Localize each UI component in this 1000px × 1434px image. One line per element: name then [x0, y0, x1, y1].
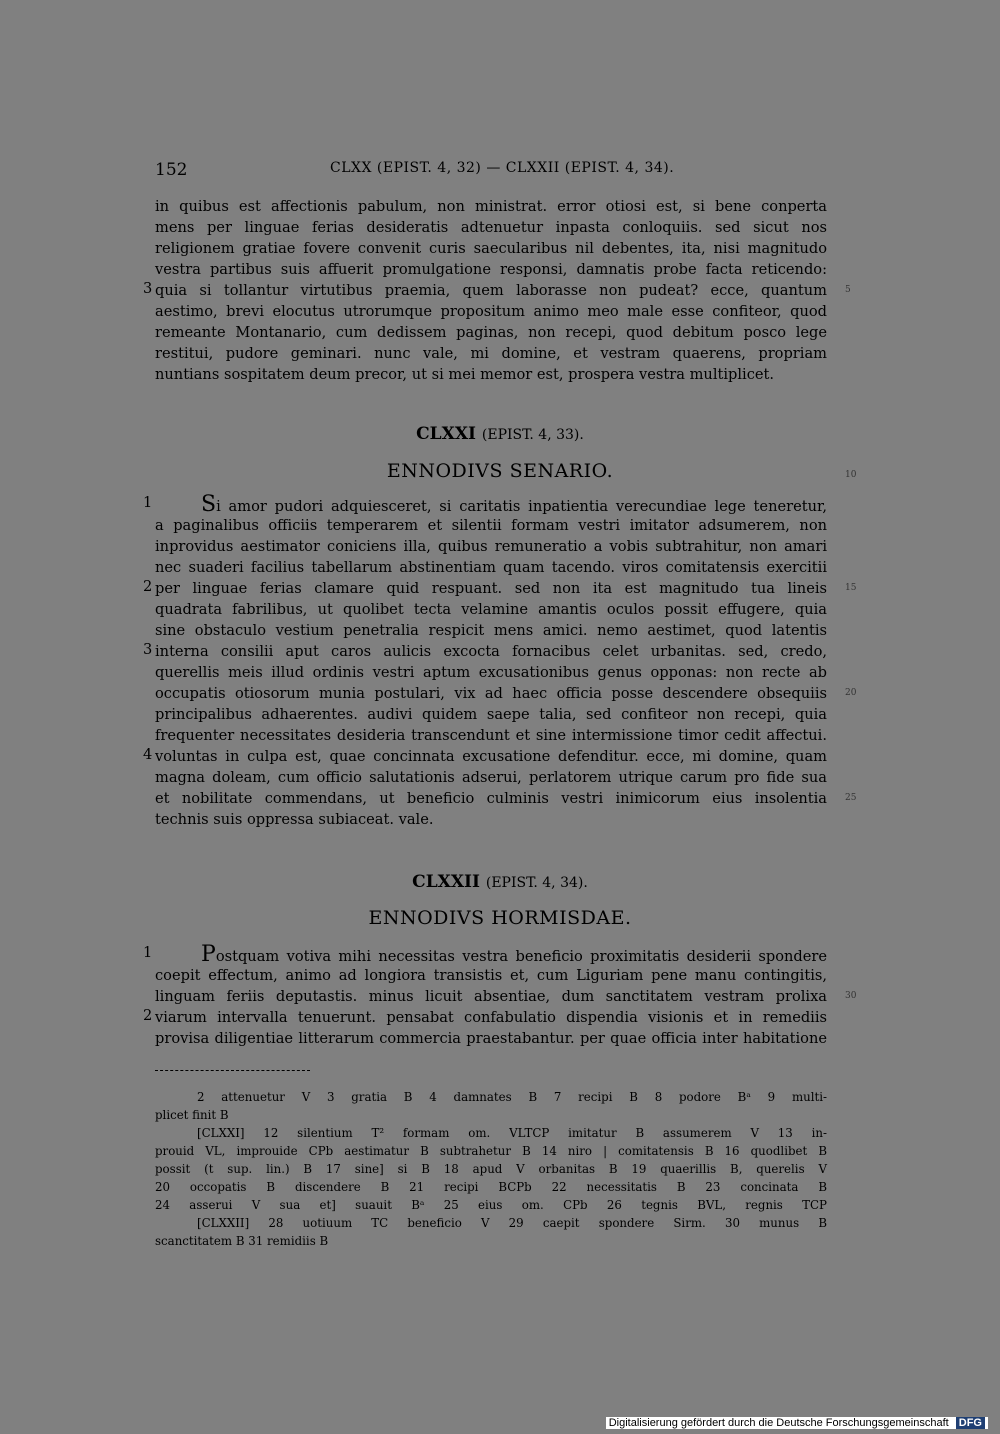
text-line: coepit effectum, animo ad longiora transistis et, cum Liguriam pene manu contingitis, — [155, 967, 827, 984]
text-line: vestra partibus suis affuerit promulgatione responsi, damnatis probe facta reticendo: — [155, 261, 827, 278]
text-line: in quibus est affectionis pabulum, non ministrat. error otiosi est, si bene conperta — [155, 198, 827, 215]
letter-heading — [0, 424, 1000, 444]
text-line: nec suaderi facilius tabellarum abstinentiam quam tacendo. viros comitatensis exercitii — [155, 559, 827, 576]
apparatus-line: scanctitatem B 31 remidiis B — [155, 1234, 329, 1248]
apparatus-line: possit (t sup. lin.) B 17 sine] si B 18 apud V orbanitas B 19 quaerillis B, querelis V — [155, 1162, 827, 1176]
text-line: a paginalibus officiis temperarem et silentii formam vestri imitator adsumerem, non — [155, 517, 827, 534]
text-block-171 — [155, 494, 827, 830]
text-line: remeante Montanario, cum dedissem paginas, non recepi, quod debitum posco lege — [155, 324, 827, 341]
critical-apparatus — [155, 1088, 827, 1250]
text-line: viarum intervalla tenuerunt. pensabat confabulatio dispendia visionis et in remediis — [155, 1009, 827, 1026]
line-number: 30 — [845, 991, 857, 1001]
letter-reference: (EPIST. 4, 34). — [485, 875, 588, 891]
text-line: restitui, pudore geminari. nunc vale, mi domine, et vestram quaerens, propriam — [155, 345, 827, 362]
text-line: technis suis oppressa subiaceat. vale. — [155, 811, 434, 828]
text-line: sine obstaculo vestium penetralia respicit mens amici. nemo aestimet, quod latentis — [155, 622, 827, 639]
text-line: voluntas in culpa est, quae concinnata excusatione defenditur. ecce, mi domine, quam — [155, 748, 827, 765]
paragraph-number: 3 — [143, 280, 153, 297]
text-line: aestimo, brevi elocutus utrorumque propositum animo meo male esse confiteor, quod — [155, 303, 827, 320]
apparatus-line: plicet finit B — [155, 1108, 229, 1122]
apparatus-line: 2 attenuetur V 3 gratia B 4 damnates B 7 recipi B 8 podore Bᵃ 9 multi- — [197, 1090, 827, 1104]
text-block-172 — [155, 944, 827, 1049]
paragraph-number: 2 — [143, 1007, 153, 1024]
text-line: mens per linguae ferias desideratis adtenuetur inpasta conloquiis. sed sicut nos — [155, 219, 827, 236]
paragraph-number: 3 — [143, 641, 153, 658]
text-line: Postquam votiva mihi necessitas vestra beneficio proximitatis desiderii spondere — [201, 942, 827, 967]
line-number: 10 — [845, 470, 857, 480]
text-line: nuntians sospitatem deum precor, ut si mei memor est, prospera vestra multiplicet. — [155, 366, 775, 383]
letter-number: CLXXII — [412, 872, 480, 892]
page-number: 152 — [155, 160, 188, 180]
text-line: inprovidus aestimator coniciens illa, quibus remuneratio a vobis subtrahitur, non amari — [155, 538, 827, 555]
apparatus-line: 20 occopatis B discendere B 21 recipi BCPb 22 necessitatis B 23 concinata B — [155, 1180, 827, 1194]
text-line: linguam feriis deputastis. minus licuit absentiae, dum sanctitatem vestram prolixa — [155, 988, 827, 1005]
apparatus-line: prouid VL, improuide CPb aestimatur B subtrahetur B 14 niro | comitatensis B 16 quodlibet B — [155, 1144, 827, 1158]
initial-letter: S — [201, 492, 217, 517]
paragraph-number: 4 — [143, 746, 153, 763]
apparatus-line: 24 asserui V sua et] suauit Bᵃ 25 eius om. CPb 26 tegnis BVL, regnis TCP — [155, 1198, 827, 1212]
text-line: quadrata fabrilibus, ut quolibet tecta velamine amantis oculos possit effugere, quia — [155, 601, 827, 618]
line-number: 5 — [845, 285, 851, 295]
letter-title: ENNODIVS SENARIO. — [386, 460, 614, 482]
text-line: principalibus adhaerentes. audivi quidem saepe talia, sed confiteor non recepi, quia — [155, 706, 827, 723]
text-line: et nobilitate commendans, ut beneficio culminis vestri inimicorum eius insolentia — [155, 790, 827, 807]
paragraph-number: 1 — [143, 494, 153, 511]
paragraph-number: 1 — [143, 944, 153, 961]
text-line: interna consilii aput caros aulicis excocta fornacibus celet urbanitas. sed, credo, — [155, 643, 827, 660]
line-number: 25 — [845, 793, 857, 803]
running-head: CLXX (EPIST. 4, 32) — CLXXII (EPIST. 4, 34). — [330, 160, 675, 176]
paragraph-number: 2 — [143, 578, 153, 595]
dfg-logo: DFG — [956, 1417, 985, 1429]
apparatus-line: [CLXXI] 12 silentium T² formam om. VLTCP imitatur B assumerem V 13 in- — [197, 1126, 827, 1140]
letter-reference: (EPIST. 4, 33). — [481, 427, 584, 443]
text-line: frequenter necessitates desideria transcendunt et sine intermissione timor cedit affectui. — [155, 727, 827, 744]
line-number: 20 — [845, 688, 857, 698]
letter-title: ENNODIVS HORMISDAE. — [368, 907, 632, 929]
text-line: per linguae ferias clamare quid respuant. sed non ita est magnitudo tua lineis — [155, 580, 827, 597]
credit-text: Digitalisierung gefördert durch die Deutsche Forschungsgemeinschaft — [608, 1417, 949, 1429]
text-block-170-end — [155, 196, 827, 385]
text-line: querellis meis illud ordinis vestri aptum excusationibus genus opponas: non recte ab — [155, 664, 827, 681]
text-line: magna doleam, cum officio salutationis adserui, perlatorem utrique carum pro fide sua — [155, 769, 827, 786]
line-number: 15 — [845, 583, 857, 593]
footnote-rule — [155, 1070, 310, 1071]
text-line: Si amor pudori adquiesceret, si caritatis inpatientia verecundiae lege teneretur, — [201, 492, 827, 517]
text-line: provisa diligentiae litterarum commercia praestabantur. per quae officia inter habitatione — [155, 1030, 827, 1047]
letter-heading — [0, 872, 1000, 892]
letter-number: CLXXI — [416, 424, 476, 444]
text-line: occupatis otiosorum munia postulari, vix ad haec officia posse descendere obsequiis — [155, 685, 827, 702]
initial-letter: P — [201, 942, 216, 967]
apparatus-line: [CLXXII] 28 uotiuum TC beneficio V 29 caepit spondere Sirm. 30 munus B — [197, 1216, 827, 1230]
text-line: quia si tollantur virtutibus praemia, quem laborasse non pudeat? ecce, quantum — [155, 282, 827, 299]
funding-credit — [606, 1417, 988, 1429]
text-line: religionem gratiae fovere convenit curis saecularibus nil debentes, ita, nisi magnitudo — [155, 240, 827, 257]
